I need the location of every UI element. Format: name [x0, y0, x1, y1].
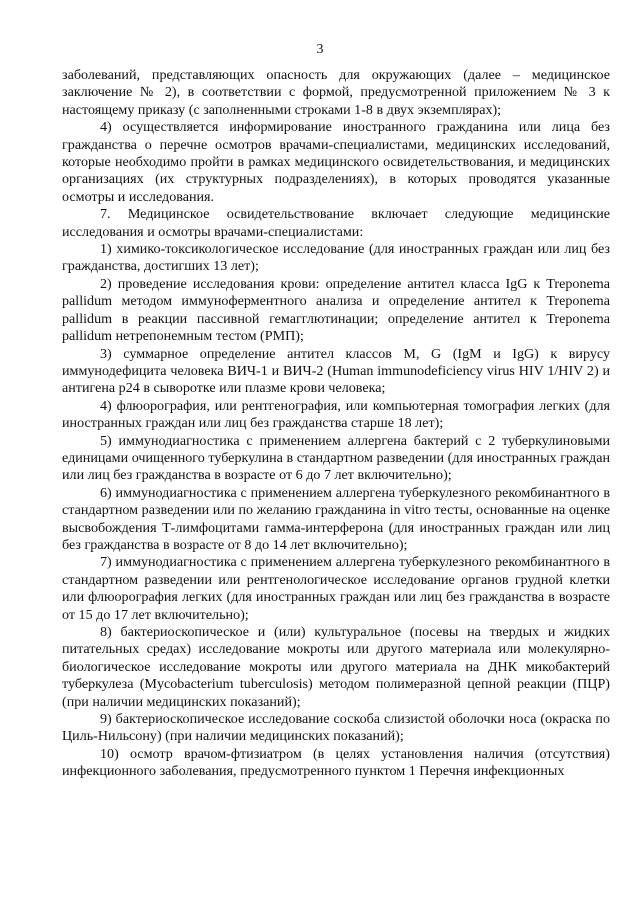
paragraph: 8) бактериоскопическое и (или) культуральное (посевы на твердых и жидких питательных средах) исследование мокроты или другого материала или молекулярно-биологическое исследование мокроты или другого материала на ДНК микобактерий туберкулеза (Mycobacterium tuberculosis) методом полимеразной цепной реакции (ПЦР) (при наличии медицинских показаний);	[62, 624, 610, 710]
paragraph: 1) химико-токсикологическое исследование (для иностранных граждан или лиц без гражданства, достигших 13 лет);	[62, 241, 610, 275]
paragraph: 6) иммунодиагностика с применением аллергена туберкулезного рекомбинантного в стандартном разведении или по желанию гражданина in vitro тесты, основанные на оценке высвобождения Т-лимфоцитами гамма-интерферона (для иностранных граждан или лиц без гражданства в возрасте от 8 до 14 лет включительно);	[62, 484, 610, 553]
paragraph: 2) проведение исследования крови: определение антител класса IgG к Treponema pallidum методом иммуноферментного анализа и определение антител к Treponema pallidum в реакции пассивной гемагглютинации; определение антител к Treponema pallidum нетрепонемным тестом (РМП);	[62, 275, 610, 345]
paragraph: 4) флюорография, или рентгенография, или компьютерная томография легких (для иностранных граждан или лиц без гражданства старше 18 лет);	[62, 397, 610, 432]
paragraph: 5) иммунодиагностика с применением аллергена бактерий с 2 туберкулиновыми единицами очищенного туберкулина в стандартном разведении (для иностранных граждан или лиц без гражданства в возрасте от 6 до 7 лет включительно);	[62, 432, 610, 484]
paragraph: заболеваний, представляющих опасность для окружающих (далее – медицинское заключение № 2), в соответствии с формой, предусмотренной приложением № 3 к настоящему приказу (с заполненными строками 1-8 в двух экземплярах);	[62, 67, 610, 118]
paragraph: 7) иммунодиагностика с применением аллергена туберкулезного рекомбинантного в стандартном разведении или рентгенологическое исследование органов грудной клетки или флюорография легких (для иностранных граждан или лиц без гражданства в возрасте от 15 до 17 лет включительно);	[62, 554, 610, 623]
paragraph: 10) осмотр врачом-фтизиатром (в целях установления наличия (отсутствия) инфекционного заболевания, предусмотренного пунктом 1 Перечня инфекционных	[62, 745, 610, 780]
page-number: 3	[316, 42, 324, 57]
paragraph: 4) осуществляется информирование иностранного гражданина или лица без гражданства о перечне осмотров врачами-специалистами, медицинских исследований, которые необходимо пройти в рамках медицинского освидетельствования, и медицинских организациях (их структурных подразделениях), в которых проводятся указанные осмотры и исследования.	[62, 119, 610, 205]
document-body	[62, 67, 610, 781]
paragraph: 7. Медицинское освидетельствование включает следующие медицинские исследования и осмотры врачами-специалистами:	[62, 206, 610, 240]
paragraph: 9) бактериоскопическое исследование соскоба слизистой оболочки носа (окраска по Циль-Нильсону) (при наличии медицинских показаний);	[62, 711, 610, 745]
paragraph: 3) суммарное определение антител классов M, G (IgM и IgG) к вирусу иммунодефицита человека ВИЧ-1 и ВИЧ-2 (Human immunodeficiency virus HIV 1/HIV 2) и антигена p24 в сыворотке или плазме крови человека;	[62, 345, 610, 397]
